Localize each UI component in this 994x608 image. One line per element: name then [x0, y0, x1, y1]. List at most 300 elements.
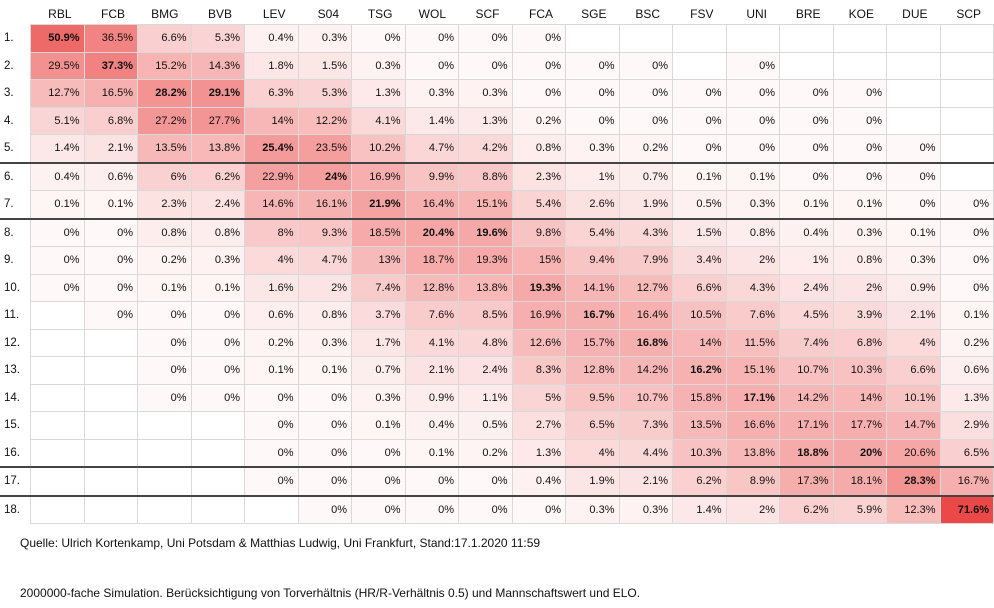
table-cell: 17.3% — [780, 467, 834, 496]
table-cell: 0% — [245, 467, 299, 496]
table-cell: 7.6% — [726, 302, 780, 330]
table-row — [0, 80, 994, 108]
table-cell: 0% — [245, 384, 299, 412]
table-cell: 13.5% — [138, 135, 192, 163]
table-cell: 0% — [352, 467, 406, 496]
table-cell: 0% — [619, 107, 673, 135]
table-row — [0, 302, 994, 330]
empty-cell — [887, 80, 941, 108]
empty-cell — [31, 496, 85, 524]
table-cell: 0% — [245, 412, 299, 440]
table-cell: 0.3% — [619, 496, 673, 524]
table-cell: 17.7% — [833, 412, 887, 440]
table-cell: 16.9% — [352, 163, 406, 191]
column-header-bvb: BVB — [207, 7, 232, 21]
table-cell: 0.3% — [352, 384, 406, 412]
table-cell: 5.3% — [191, 25, 245, 53]
empty-cell — [84, 357, 138, 385]
table-cell: 0.6% — [84, 163, 138, 191]
heatmap-grid — [0, 24, 994, 524]
row-label: 5. — [0, 135, 31, 163]
table-cell: 3.4% — [673, 247, 727, 275]
empty-cell — [887, 52, 941, 80]
empty-cell — [31, 302, 85, 330]
table-cell: 15.2% — [138, 52, 192, 80]
table-cell: 0.4% — [512, 467, 566, 496]
column-header-fsv: FSV — [690, 7, 714, 21]
table-cell: 0.3% — [405, 80, 459, 108]
row-label: 8. — [0, 219, 31, 247]
table-cell: 0% — [405, 467, 459, 496]
table-cell: 0% — [31, 274, 85, 302]
table-cell: 2.3% — [512, 163, 566, 191]
table-cell: 0% — [31, 219, 85, 247]
table-row — [0, 25, 994, 53]
empty-cell — [940, 107, 994, 135]
table-cell: 8.8% — [459, 163, 513, 191]
table-cell: 1% — [566, 163, 620, 191]
table-cell: 0.5% — [459, 412, 513, 440]
table-cell: 20.6% — [887, 439, 941, 467]
table-cell: 0.1% — [138, 274, 192, 302]
table-cell: 0.1% — [298, 357, 352, 385]
table-cell: 4% — [245, 247, 299, 275]
table-cell: 29.1% — [191, 80, 245, 108]
empty-cell — [673, 52, 727, 80]
table-cell: 0.4% — [245, 25, 299, 53]
table-cell: 2% — [833, 274, 887, 302]
table-cell: 16.7% — [940, 467, 994, 496]
empty-cell — [84, 384, 138, 412]
table-cell: 0.1% — [673, 163, 727, 191]
table-cell: 0.1% — [940, 302, 994, 330]
table-cell: 0% — [84, 274, 138, 302]
table-cell: 0.1% — [833, 191, 887, 219]
empty-cell — [84, 329, 138, 357]
table-row — [0, 496, 994, 524]
table-cell: 6.6% — [138, 25, 192, 53]
table-cell: 0% — [940, 219, 994, 247]
table-cell: 16.5% — [84, 80, 138, 108]
table-cell: 16.6% — [726, 412, 780, 440]
table-cell: 7.9% — [619, 247, 673, 275]
table-cell: 0% — [512, 25, 566, 53]
table-cell: 5% — [512, 384, 566, 412]
table-row — [0, 467, 994, 496]
empty-cell — [31, 329, 85, 357]
column-header-scp: SCP — [956, 7, 981, 21]
empty-cell — [940, 135, 994, 163]
table-cell: 18.8% — [780, 439, 834, 467]
table-cell: 0% — [405, 496, 459, 524]
table-cell: 15% — [512, 247, 566, 275]
table-cell: 0% — [566, 52, 620, 80]
table-cell: 6.8% — [84, 107, 138, 135]
table-cell: 0% — [833, 163, 887, 191]
table-cell: 0% — [191, 302, 245, 330]
column-header-bmg: BMG — [151, 7, 179, 21]
table-cell: 0.1% — [726, 163, 780, 191]
table-cell: 22.9% — [245, 163, 299, 191]
table-cell: 2.9% — [940, 412, 994, 440]
table-cell: 0% — [833, 107, 887, 135]
table-row — [0, 107, 994, 135]
table-cell: 2% — [726, 247, 780, 275]
empty-cell — [245, 496, 299, 524]
table-cell: 4.4% — [619, 439, 673, 467]
row-label: 12. — [0, 329, 31, 357]
table-cell: 19.3% — [459, 247, 513, 275]
table-cell: 2.1% — [405, 357, 459, 385]
table-cell: 16.9% — [512, 302, 566, 330]
empty-cell — [31, 467, 85, 496]
table-cell: 7.3% — [619, 412, 673, 440]
table-cell: 16.7% — [566, 302, 620, 330]
table-cell: 4.1% — [352, 107, 406, 135]
row-label: 10. — [0, 274, 31, 302]
table-cell: 6.6% — [673, 274, 727, 302]
table-cell: 28.2% — [138, 80, 192, 108]
row-label: 14. — [0, 384, 31, 412]
table-cell: 0.8% — [726, 219, 780, 247]
table-cell: 15.7% — [566, 329, 620, 357]
column-header-rbl: RBL — [48, 7, 72, 21]
table-cell: 0.2% — [512, 107, 566, 135]
table-cell: 13.8% — [459, 274, 513, 302]
table-cell: 0% — [726, 52, 780, 80]
table-cell: 1.4% — [31, 135, 85, 163]
table-cell: 0% — [138, 302, 192, 330]
table-cell: 6.3% — [245, 80, 299, 108]
empty-cell — [619, 25, 673, 53]
table-cell: 1.3% — [940, 384, 994, 412]
table-cell: 1.7% — [352, 329, 406, 357]
table-row — [0, 135, 994, 163]
table-cell: 27.2% — [138, 107, 192, 135]
table-cell: 16.1% — [298, 191, 352, 219]
empty-cell — [31, 384, 85, 412]
table-row — [0, 191, 994, 219]
table-cell: 12.7% — [31, 80, 85, 108]
table-cell: 0% — [459, 25, 513, 53]
table-cell: 0.3% — [298, 329, 352, 357]
table-cell: 6.2% — [780, 496, 834, 524]
table-cell: 4.3% — [726, 274, 780, 302]
empty-cell — [780, 25, 834, 53]
table-cell: 2.4% — [780, 274, 834, 302]
table-cell: 36.5% — [84, 25, 138, 53]
empty-cell — [84, 496, 138, 524]
table-cell: 0% — [352, 25, 406, 53]
table-cell: 27.7% — [191, 107, 245, 135]
row-label: 6. — [0, 163, 31, 191]
source-note: Quelle: Ulrich Kortenkamp, Uni Potsdam & Matthias Ludwig, Uni Frankfurt, Stand:17.1.2020 11:59 — [20, 536, 541, 550]
table-cell: 0.9% — [887, 274, 941, 302]
empty-cell — [84, 412, 138, 440]
empty-cell — [940, 80, 994, 108]
table-cell: 10.1% — [887, 384, 941, 412]
table-cell: 7.4% — [352, 274, 406, 302]
table-cell: 12.3% — [887, 496, 941, 524]
table-cell: 1.8% — [245, 52, 299, 80]
table-cell: 15.8% — [673, 384, 727, 412]
table-cell: 6% — [138, 163, 192, 191]
table-cell: 0.7% — [352, 357, 406, 385]
row-label: 3. — [0, 80, 31, 108]
table-cell: 10.5% — [673, 302, 727, 330]
row-label: 7. — [0, 191, 31, 219]
table-cell: 71.6% — [940, 496, 994, 524]
table-cell: 0% — [191, 329, 245, 357]
table-cell: 18.1% — [833, 467, 887, 496]
table-cell: 15.1% — [726, 357, 780, 385]
table-row — [0, 439, 994, 467]
table-cell: 0.4% — [780, 219, 834, 247]
table-cell: 0.2% — [245, 329, 299, 357]
empty-cell — [191, 467, 245, 496]
table-cell: 0% — [138, 357, 192, 385]
column-header-lev: LEV — [262, 7, 286, 21]
table-cell: 0.1% — [887, 219, 941, 247]
table-cell: 0% — [459, 52, 513, 80]
empty-cell — [833, 52, 887, 80]
table-cell: 0.2% — [138, 247, 192, 275]
table-cell: 4.2% — [459, 135, 513, 163]
table-cell: 0.1% — [245, 357, 299, 385]
table-cell: 50.9% — [31, 25, 85, 53]
column-header-scf: SCF — [475, 7, 500, 21]
table-cell: 0% — [780, 80, 834, 108]
table-cell: 0% — [405, 25, 459, 53]
table-cell: 0% — [138, 329, 192, 357]
table-cell: 24% — [298, 163, 352, 191]
table-row — [0, 384, 994, 412]
table-cell: 12.2% — [298, 107, 352, 135]
table-cell: 0.2% — [619, 135, 673, 163]
table-cell: 2.7% — [512, 412, 566, 440]
table-cell: 18.7% — [405, 247, 459, 275]
table-cell: 37.3% — [84, 52, 138, 80]
table-cell: 16.4% — [405, 191, 459, 219]
table-cell: 0.3% — [459, 80, 513, 108]
table-cell: 0.6% — [940, 357, 994, 385]
column-header-uni: UNI — [746, 7, 767, 21]
column-header-koe: KOE — [848, 7, 874, 21]
table-cell: 10.3% — [833, 357, 887, 385]
column-header-tsg: TSG — [367, 7, 393, 21]
table-cell: 6.2% — [191, 163, 245, 191]
table-cell: 1.1% — [459, 384, 513, 412]
table-cell: 0.5% — [673, 191, 727, 219]
row-label: 1. — [0, 25, 31, 53]
table-row — [0, 357, 994, 385]
table-cell: 14.2% — [780, 384, 834, 412]
table-row — [0, 274, 994, 302]
table-cell: 17.1% — [780, 412, 834, 440]
table-cell: 0.3% — [298, 25, 352, 53]
table-row — [0, 412, 994, 440]
table-cell: 0% — [512, 80, 566, 108]
table-cell: 0.7% — [619, 163, 673, 191]
table-cell: 0% — [298, 496, 352, 524]
table-cell: 0% — [673, 80, 727, 108]
table-cell: 5.4% — [566, 219, 620, 247]
table-cell: 0% — [31, 247, 85, 275]
table-cell: 14% — [673, 329, 727, 357]
empty-cell — [31, 357, 85, 385]
table-cell: 10.7% — [780, 357, 834, 385]
table-cell: 21.9% — [352, 191, 406, 219]
column-header-s04: S04 — [317, 7, 339, 21]
table-cell: 23.5% — [298, 135, 352, 163]
table-cell: 14% — [833, 384, 887, 412]
table-cell: 2.1% — [887, 302, 941, 330]
table-row — [0, 52, 994, 80]
table-cell: 0% — [298, 412, 352, 440]
table-cell: 0% — [940, 247, 994, 275]
table-cell: 14% — [245, 107, 299, 135]
table-cell: 5.3% — [298, 80, 352, 108]
table-cell: 3.9% — [833, 302, 887, 330]
table-cell: 0% — [459, 496, 513, 524]
table-cell: 25.4% — [245, 135, 299, 163]
table-cell: 3.7% — [352, 302, 406, 330]
table-cell: 2.4% — [191, 191, 245, 219]
table-cell: 12.6% — [512, 329, 566, 357]
empty-cell — [566, 25, 620, 53]
table-row — [0, 247, 994, 275]
row-label: 18. — [0, 496, 31, 524]
table-cell: 2.3% — [138, 191, 192, 219]
table-cell: 0.6% — [245, 302, 299, 330]
table-cell: 8.3% — [512, 357, 566, 385]
table-cell: 0% — [459, 467, 513, 496]
table-cell: 2.6% — [566, 191, 620, 219]
table-cell: 1.9% — [619, 191, 673, 219]
table-cell: 13.8% — [726, 439, 780, 467]
table-cell: 4% — [887, 329, 941, 357]
table-cell: 29.5% — [31, 52, 85, 80]
table-cell: 28.3% — [887, 467, 941, 496]
table-cell: 0% — [84, 247, 138, 275]
table-cell: 1.5% — [673, 219, 727, 247]
table-cell: 0% — [298, 439, 352, 467]
table-cell: 0.3% — [726, 191, 780, 219]
table-cell: 6.2% — [673, 467, 727, 496]
table-cell: 0% — [833, 135, 887, 163]
table-cell: 0% — [352, 439, 406, 467]
table-cell: 9.3% — [298, 219, 352, 247]
table-cell: 5.1% — [31, 107, 85, 135]
table-cell: 0% — [780, 135, 834, 163]
table-cell: 17.1% — [726, 384, 780, 412]
table-cell: 0.3% — [566, 135, 620, 163]
empty-cell — [887, 25, 941, 53]
table-cell: 11.5% — [726, 329, 780, 357]
column-header-sge: SGE — [581, 7, 607, 21]
table-cell: 1.9% — [566, 467, 620, 496]
table-cell: 14.2% — [619, 357, 673, 385]
table-cell: 0.3% — [833, 219, 887, 247]
table-cell: 0% — [887, 135, 941, 163]
table-cell: 0.4% — [405, 412, 459, 440]
table-row — [0, 219, 994, 247]
empty-cell — [780, 52, 834, 80]
empty-cell — [31, 412, 85, 440]
table-cell: 0.3% — [566, 496, 620, 524]
table-cell: 0% — [940, 191, 994, 219]
table-cell: 1.4% — [405, 107, 459, 135]
table-cell: 14.6% — [245, 191, 299, 219]
row-label: 16. — [0, 439, 31, 467]
table-cell: 2% — [298, 274, 352, 302]
row-label: 13. — [0, 357, 31, 385]
table-cell: 0% — [512, 52, 566, 80]
empty-cell — [84, 439, 138, 467]
table-cell: 14.3% — [191, 52, 245, 80]
table-cell: 0.9% — [405, 384, 459, 412]
table-cell: 0% — [887, 191, 941, 219]
empty-cell — [138, 496, 192, 524]
table-cell: 15.1% — [459, 191, 513, 219]
empty-cell — [138, 412, 192, 440]
table-cell: 0.8% — [298, 302, 352, 330]
table-cell: 2.1% — [84, 135, 138, 163]
table-cell: 0% — [726, 107, 780, 135]
table-cell: 0% — [566, 80, 620, 108]
column-header-due: DUE — [902, 7, 928, 21]
empty-cell — [887, 107, 941, 135]
table-cell: 4.7% — [405, 135, 459, 163]
table-cell: 7.4% — [780, 329, 834, 357]
table-cell: 0.8% — [833, 247, 887, 275]
table-cell: 10.7% — [619, 384, 673, 412]
table-cell: 4.8% — [459, 329, 513, 357]
table-cell: 8.5% — [459, 302, 513, 330]
table-cell: 0% — [780, 163, 834, 191]
table-cell: 0.1% — [84, 191, 138, 219]
table-row — [0, 163, 994, 191]
table-cell: 0% — [298, 467, 352, 496]
table-cell: 0% — [298, 384, 352, 412]
table-cell: 10.3% — [673, 439, 727, 467]
column-header-fca: FCA — [529, 7, 553, 21]
table-cell: 20% — [833, 439, 887, 467]
table-cell: 0% — [673, 135, 727, 163]
table-cell: 14.1% — [566, 274, 620, 302]
table-cell: 13.5% — [673, 412, 727, 440]
table-cell: 14.7% — [887, 412, 941, 440]
column-header-bre: BRE — [795, 7, 821, 21]
empty-cell — [940, 163, 994, 191]
table-cell: 0.4% — [31, 163, 85, 191]
table-cell: 9.4% — [566, 247, 620, 275]
table-cell: 13% — [352, 247, 406, 275]
table-cell: 0.1% — [352, 412, 406, 440]
table-cell: 0% — [619, 80, 673, 108]
table-cell: 1% — [780, 247, 834, 275]
row-label: 11. — [0, 302, 31, 330]
table-cell: 1.4% — [673, 496, 727, 524]
table-cell: 4% — [566, 439, 620, 467]
table-cell: 0.1% — [31, 191, 85, 219]
table-cell: 6.6% — [887, 357, 941, 385]
table-cell: 20.4% — [405, 219, 459, 247]
table-cell: 0% — [245, 439, 299, 467]
table-cell: 0% — [726, 80, 780, 108]
table-cell: 0% — [940, 274, 994, 302]
table-cell: 0% — [512, 496, 566, 524]
